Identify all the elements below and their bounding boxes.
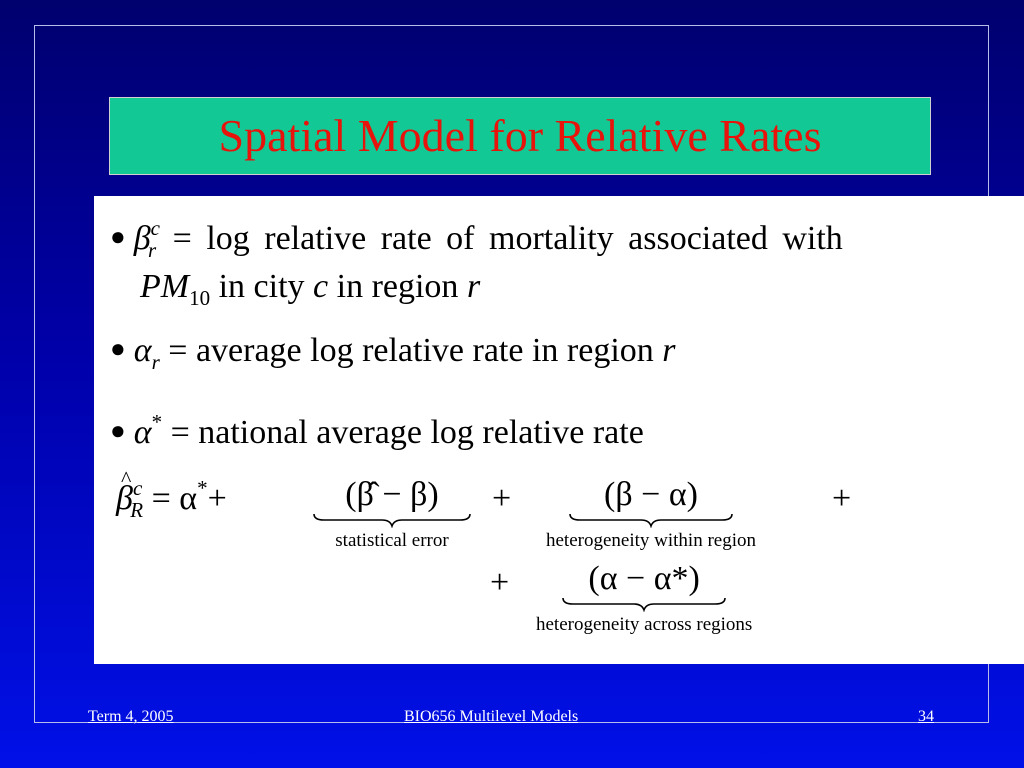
term2-expression: (β − α): [604, 476, 698, 513]
bullet-icon: ●: [110, 416, 126, 445]
footer-course: BIO656 Multilevel Models: [404, 708, 579, 725]
bullet-icon: ●: [110, 222, 126, 251]
term2-label: heterogeneity within region: [546, 530, 756, 551]
term3-label: heterogeneity across regions: [536, 614, 753, 635]
content-panel: [94, 196, 1024, 664]
bullet-alpha-star-definition: ● α* = national average log relative rate: [110, 410, 644, 451]
term-within-region: [546, 478, 756, 552]
slide-title: Spatial Model for Relative Rates: [218, 110, 822, 161]
bullet-beta-definition-cont: $PM_{10}$ in city c in region r: [140, 268, 481, 310]
term-statistical-error: [312, 478, 472, 552]
underbrace-icon: [568, 512, 734, 528]
footer-page-number: 34: [918, 708, 934, 725]
bullet-alpha-r-definition: ● $\alpha_r$ = average log relative rate in region r: [110, 332, 676, 374]
term-across-regions: [536, 562, 752, 636]
term3-expression: (α − α*): [588, 560, 700, 597]
term1-label: statistical error: [335, 530, 449, 551]
bullet-icon: ●: [110, 334, 126, 363]
term1-expression: (β̂ − β): [345, 476, 439, 513]
bullet-beta-definition: ● $\beta^c_r = \log$ relative rate of mortality associated with: [110, 216, 843, 262]
underbrace-icon: [312, 512, 472, 528]
equation-lhs: ^ $\beta^c_R = \alpha^*+$: [116, 482, 227, 516]
underbrace-icon: [561, 596, 727, 612]
plus-sign: +: [492, 480, 512, 517]
title-box: [109, 97, 931, 175]
plus-sign: +: [490, 564, 510, 601]
plus-sign: +: [832, 480, 852, 517]
footer-date: Term 4, 2005: [88, 708, 174, 725]
